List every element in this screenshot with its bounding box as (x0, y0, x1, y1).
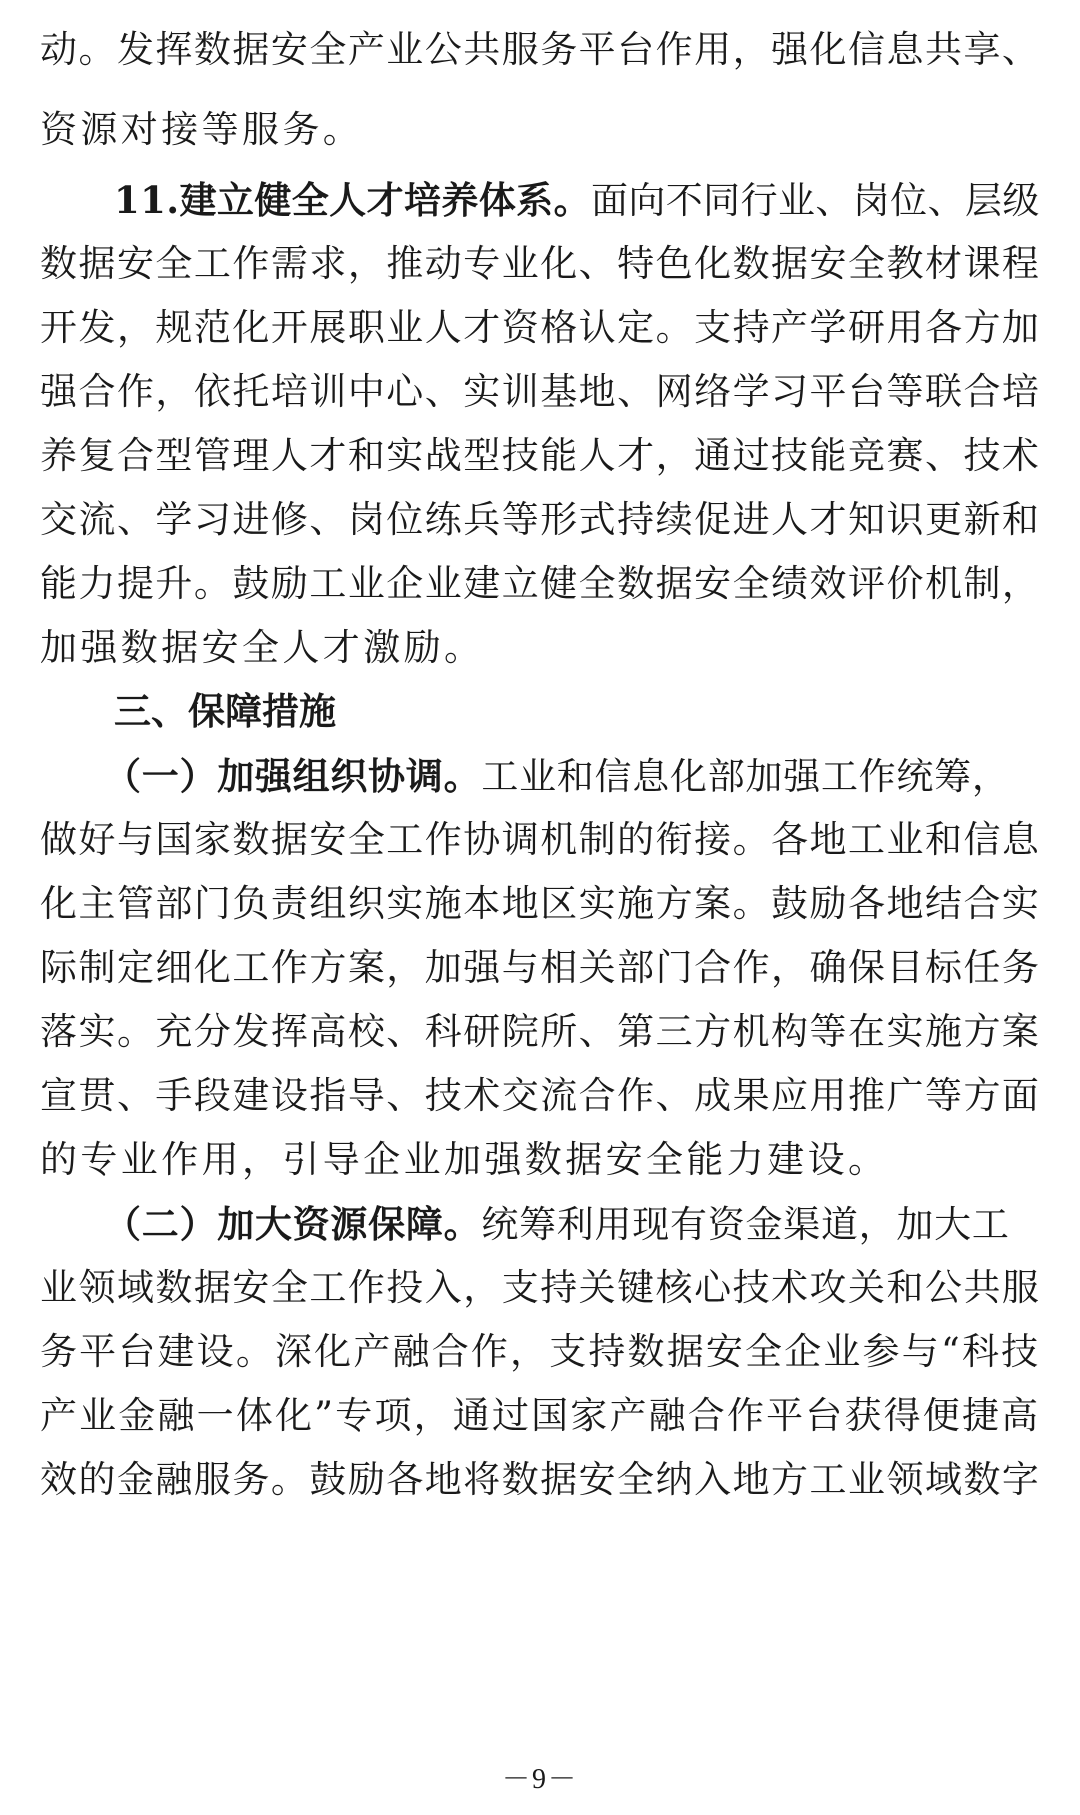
text-line: 务平台建设。深化产融合作，支持数据安全企业参与“科技 (40, 1330, 1041, 1373)
page-number: －9－ (501, 1764, 578, 1795)
text-line: 加强数据安全人才激励。 (40, 626, 485, 669)
text-line: 开发，规范化开展职业人才资格认定。支持产学研用各方加 (40, 306, 1041, 349)
text-line: 业领域数据安全工作投入，支持关键核心技术攻关和公共服 (40, 1266, 1041, 1309)
item-11-text: 面向不同行业、岗位、层级 (590, 179, 1040, 222)
sub-1-title: （一）加强组织协调。 (104, 754, 482, 798)
text-line: 际制定细化工作方案，加强与相关部门合作，确保目标任务 (40, 946, 1041, 989)
text-line: 资源对接等服务。 (40, 108, 364, 151)
text-line: 数据安全工作需求，推动专业化、特色化数据安全教材课程 (40, 242, 1041, 285)
sub-2-text: 统筹利用现有资金渠道，加大工 (481, 1203, 1010, 1246)
text-line: 化主管部门负责组织实施本地区实施方案。鼓励各地结合实 (40, 882, 1041, 925)
section-heading: 三、保障措施 (114, 690, 336, 733)
text-line: 强合作，依托培训中心、实训基地、网络学习平台等联合培 (40, 370, 1041, 413)
sub-1-paragraph-start (104, 754, 1080, 798)
item-11-title: 11.建立健全人才培养体系。 (114, 178, 591, 222)
sub-2-title: （二）加大资源保障。 (104, 1202, 482, 1246)
text-line: 交流、学习进修、岗位练兵等形式持续促进人才知识更新和 (40, 498, 1041, 541)
text-line: 养复合型管理人才和实战型技能人才，通过技能竞赛、技术 (40, 434, 1041, 477)
text-line: 落实。充分发挥高校、科研院所、第三方机构等在实施方案 (40, 1010, 1041, 1053)
text-line: 能力提升。鼓励工业企业建立健全数据安全绩效评价机制， (40, 562, 1041, 605)
item-11-paragraph-start (114, 178, 1040, 222)
text-line: 动。发挥数据安全产业公共服务平台作用，强化信息共享、 (40, 28, 1041, 71)
text-line: 产业金融一体化”专项，通过国家产融合作平台获得便捷高 (40, 1394, 1041, 1437)
sub-1-text: 工业和信息化部加强工作统筹， (481, 755, 1010, 798)
text-line: 的专业作用，引导企业加强数据安全能力建设。 (40, 1138, 889, 1181)
text-line: 宣贯、手段建设指导、技术交流合作、成果应用推广等方面 (40, 1074, 1041, 1117)
sub-2-paragraph-start (104, 1202, 1080, 1246)
text-line: 做好与国家数据安全工作协调机制的衔接。各地工业和信息 (40, 818, 1041, 861)
text-line: 效的金融服务。鼓励各地将数据安全纳入地方工业领域数字 (40, 1458, 1041, 1501)
